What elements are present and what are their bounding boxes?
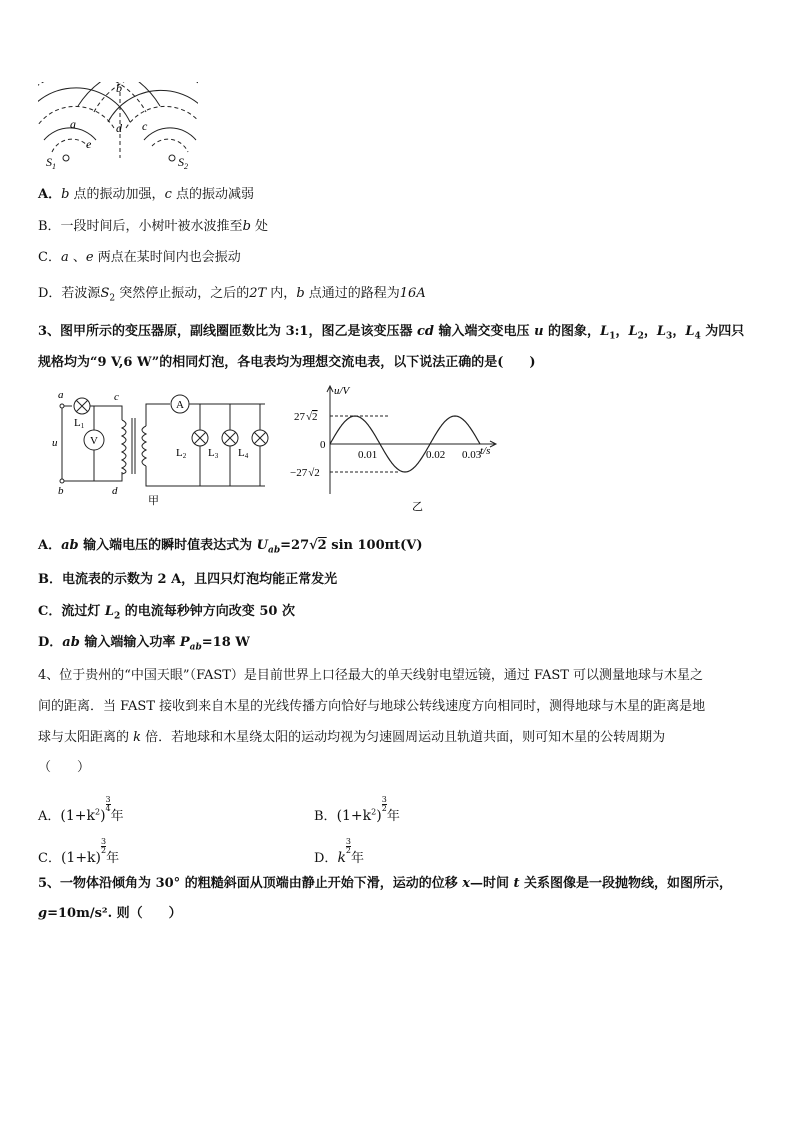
q2-option-a: A．b 点的振动加强，c 点的振动减弱 bbox=[38, 187, 254, 202]
label-e: e bbox=[86, 137, 92, 151]
s2-trough-2 bbox=[126, 106, 198, 136]
source-s2-dot bbox=[169, 155, 175, 161]
svg-text:b: b bbox=[58, 485, 64, 497]
svg-text:0.03: 0.03 bbox=[462, 449, 482, 461]
svg-text:V: V bbox=[90, 435, 98, 447]
q3-option-d: D．ab 输入端输入功率 $P_{ab}=18$ W bbox=[38, 635, 250, 653]
q3-option-a: A．ab 输入端电压的瞬时值表达式为 $U_{ab}=27√2$ sin 100πt(V) bbox=[38, 538, 423, 556]
label-c: c bbox=[142, 119, 148, 133]
q2-option-d: D．若波源$S_2$ 突然停止振动，之后的2T 内，b 点通过的路程为16A bbox=[38, 286, 426, 304]
svg-text:0.01: 0.01 bbox=[358, 449, 378, 461]
svg-text:0: 0 bbox=[320, 439, 326, 451]
s1-crest-3 bbox=[38, 82, 160, 122]
primary-coil bbox=[122, 420, 126, 474]
svg-text:c: c bbox=[114, 391, 119, 403]
q4-option-b: B．$(1+k^2)$ $\frac{3}{2}$ 年 bbox=[314, 795, 400, 824]
svg-text:a: a bbox=[58, 389, 64, 401]
label-s2: $S_2$ bbox=[178, 155, 188, 171]
q4-stem-line-2: 间的距离．当 FAST 接收到来自木星的光线传播方向恰好与地球公转线速度方向相同时，测得地球与木星的距离是地 bbox=[38, 699, 706, 714]
s2-crest-3 bbox=[78, 82, 198, 122]
q4-stem-line-3: 球与太阳距离的 k 倍．若地球和木星绕太阳的运动均视为匀速圆周运动且轨道共面，则可知木星的公转周期为 bbox=[38, 730, 666, 745]
svg-text:L2: L2 bbox=[176, 447, 187, 460]
svg-text:L4: L4 bbox=[238, 447, 249, 460]
transformer-core bbox=[132, 418, 135, 474]
s1-trough-2 bbox=[38, 106, 114, 136]
s2-crest-1 bbox=[144, 128, 196, 140]
label-b: b bbox=[116, 82, 122, 95]
svg-text:t/s: t/s bbox=[480, 445, 491, 457]
q5-stem-line-1: 5、一物体沿倾角为 30° 的粗糙斜面从顶端由静止开始下滑，运动的位移 x—时间 t 关系图像是一段抛物线，如图所示， bbox=[38, 876, 733, 891]
q3-stem-line-2: 规格均为“9 V,6 W”的相同灯泡，各电表均为理想交流电表，以下说法正确的是( ) bbox=[38, 355, 536, 370]
label-s1: $S_1$ bbox=[46, 155, 56, 171]
q5-stem-line-2: g=10m/s². 则（ ） bbox=[38, 906, 182, 921]
q3-option-b: B．电流表的示数为 2 A，且四只灯泡均能正常发光 bbox=[38, 572, 338, 587]
svg-text:A: A bbox=[176, 399, 184, 411]
svg-text:d: d bbox=[112, 485, 118, 497]
svg-text:L3: L3 bbox=[208, 447, 219, 460]
q4-option-c: C．(1+k) $\frac{3}{2}$ 年 bbox=[38, 837, 120, 866]
transformer-circuit-figure bbox=[50, 386, 280, 506]
source-s1-dot bbox=[63, 155, 69, 161]
svg-text:u/V: u/V bbox=[334, 385, 350, 397]
q3-stem-line-1: 3、图甲所示的变压器原，副线圈匝数比为 3:1，图乙是该变压器 cd 输入端交变电压 u 的图象，$L_1$，$L_2$，$L_3$，$L_4$ 为四只 bbox=[38, 324, 745, 342]
svg-text:27√2: 27√2 bbox=[294, 411, 318, 423]
q2-option-c: C．a 、e 两点在某时间内也会振动 bbox=[38, 250, 241, 265]
q4-answer-paren: （ ） bbox=[38, 760, 91, 775]
svg-text:L1: L1 bbox=[74, 417, 85, 430]
label-d: d bbox=[116, 121, 122, 135]
svg-text:0.02: 0.02 bbox=[426, 449, 446, 461]
q4-option-a: A．$(1+k^2)$ $\frac{3}{4}$ 年 bbox=[38, 795, 124, 824]
svg-text:乙: 乙 bbox=[412, 501, 423, 512]
wave-interference-figure bbox=[38, 82, 198, 174]
s1-trough-1 bbox=[52, 139, 88, 152]
secondary-coil bbox=[142, 426, 146, 466]
q4-stem-line-1: 4、位于贵州的“中国天眼”（FAST）是目前世界上口径最大的单天线射电望远镜，通过 FAST 可以测量地球与木星之 bbox=[38, 668, 704, 683]
svg-text:甲: 甲 bbox=[148, 495, 159, 506]
q4-option-d: D．k $\frac{3}{2}$ 年 bbox=[314, 837, 365, 866]
q3-option-c: C．流过灯 $L_2$ 的电流每秒钟方向改变 50 次 bbox=[38, 604, 295, 622]
svg-text:u: u bbox=[52, 437, 58, 449]
s2-trough-1 bbox=[152, 139, 188, 152]
label-a: a bbox=[70, 117, 76, 131]
svg-text:−27√2: −27√2 bbox=[290, 467, 320, 479]
q2-option-b: B．一段时间后，小树叶被水波推至b 处 bbox=[38, 219, 269, 234]
voltage-time-graph bbox=[290, 382, 510, 512]
